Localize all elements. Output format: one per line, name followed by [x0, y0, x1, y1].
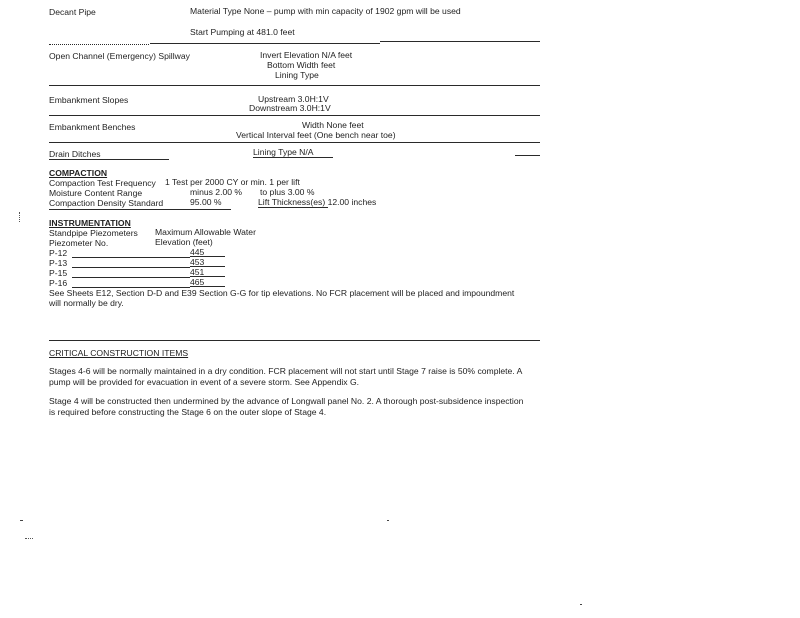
scan-speck [387, 520, 389, 521]
compaction-heading: COMPACTION [49, 168, 108, 178]
density-label: Compaction Density Standard [49, 198, 164, 208]
decant-start-pumping: Start Pumping at 481.0 feet [190, 27, 295, 37]
piezometer-id: P-13 [49, 258, 68, 268]
drain-lining: Lining Type N/A [253, 147, 314, 157]
spillway-invert: Invert Elevation N/A feet [260, 50, 353, 60]
instrumentation-note-line2: will normally be dry. [49, 298, 124, 308]
divider [49, 340, 540, 341]
benches-width: Width None feet [302, 120, 364, 130]
divider [49, 159, 169, 160]
piezometer-col1: Standpipe Piezometers [49, 228, 138, 238]
table-row-line [72, 277, 190, 278]
moisture-minus: minus 2.00 % [190, 187, 243, 197]
piezometer-id: P-16 [49, 278, 68, 288]
table-row-line [190, 286, 225, 287]
benches-vertical: Vertical Interval feet (One bench near toe) [236, 130, 396, 140]
piezometer-elev: 451 [190, 267, 205, 277]
divider [258, 207, 328, 208]
slopes-label: Embankment Slopes [49, 95, 129, 105]
spillway-bottom-width: Bottom Width feet [267, 60, 336, 70]
divider [49, 142, 540, 143]
piezometer-col1b: Piezometer No. [49, 238, 109, 248]
table-row-line [72, 257, 190, 258]
critical-para1-line2: pump will be provided for evacuation in event of a severe storm. See Appendix G. [49, 377, 360, 387]
piezometer-id: P-12 [49, 248, 68, 258]
piezometer-col2: Maximum Allowable Water [155, 227, 256, 237]
spillway-lining: Lining Type [275, 70, 319, 80]
divider [515, 155, 540, 156]
critical-para2-line2: is required before constructing the Stage 6 on the outer slope of Stage 4. [49, 407, 327, 417]
scan-speck [580, 604, 582, 605]
moisture-label: Moisture Content Range [49, 188, 143, 198]
divider [49, 85, 540, 86]
spillway-label: Open Channel (Emergency) Spillway [49, 51, 190, 61]
scan-speck [19, 212, 22, 222]
divider [49, 209, 231, 210]
density-value: 95.00 % [190, 197, 222, 207]
slopes-upstream: Upstream 3.0H:1V [258, 94, 329, 104]
compaction-frequency-label: Compaction Test Frequency [49, 178, 156, 188]
drain-label: Drain Ditches [49, 149, 101, 159]
benches-label: Embankment Benches [49, 122, 136, 132]
decant-pipe-label: Decant Pipe [49, 7, 96, 17]
divider [49, 44, 149, 45]
instrumentation-heading: INSTRUMENTATION [49, 218, 131, 228]
piezometer-id: P-15 [49, 268, 68, 278]
compaction-frequency-value: 1 Test per 2000 CY or min. 1 per lift [165, 177, 300, 187]
moisture-plus: to plus 3.00 % [260, 187, 315, 197]
critical-para1-line1: Stages 4-6 will be normally maintained in a dry condition. FCR placement will not start until Stage 7 raise is 50% complete. A [49, 366, 523, 376]
piezometer-elev: 445 [190, 247, 205, 257]
divider [49, 115, 540, 116]
divider [253, 157, 333, 158]
divider [150, 43, 380, 44]
piezometer-col2b: Elevation (feet) [155, 237, 213, 247]
piezometer-elev: 453 [190, 257, 205, 267]
critical-heading: CRITICAL CONSTRUCTION ITEMS [49, 348, 189, 358]
divider [380, 41, 540, 42]
table-row-line [72, 267, 190, 268]
piezometer-elev: 465 [190, 277, 205, 287]
decant-material: Material Type None – pump with min capacity of 1902 gpm will be used [190, 6, 461, 16]
slopes-downstream: Downstream 3.0H:1V [249, 103, 331, 113]
scan-speck [20, 520, 23, 521]
scan-speck [25, 538, 33, 540]
instrumentation-note-line1: See Sheets E12, Section D-D and E39 Section G-G for tip elevations. No FCR placement will be placed and impoundment [49, 288, 515, 298]
critical-para2-line1: Stage 4 will be constructed then undermined by the advance of Longwall panel No. 2. A thorough post-subsidence inspection [49, 396, 524, 406]
lift-thickness: Lift Thickness(es) 12.00 inches [258, 197, 377, 207]
